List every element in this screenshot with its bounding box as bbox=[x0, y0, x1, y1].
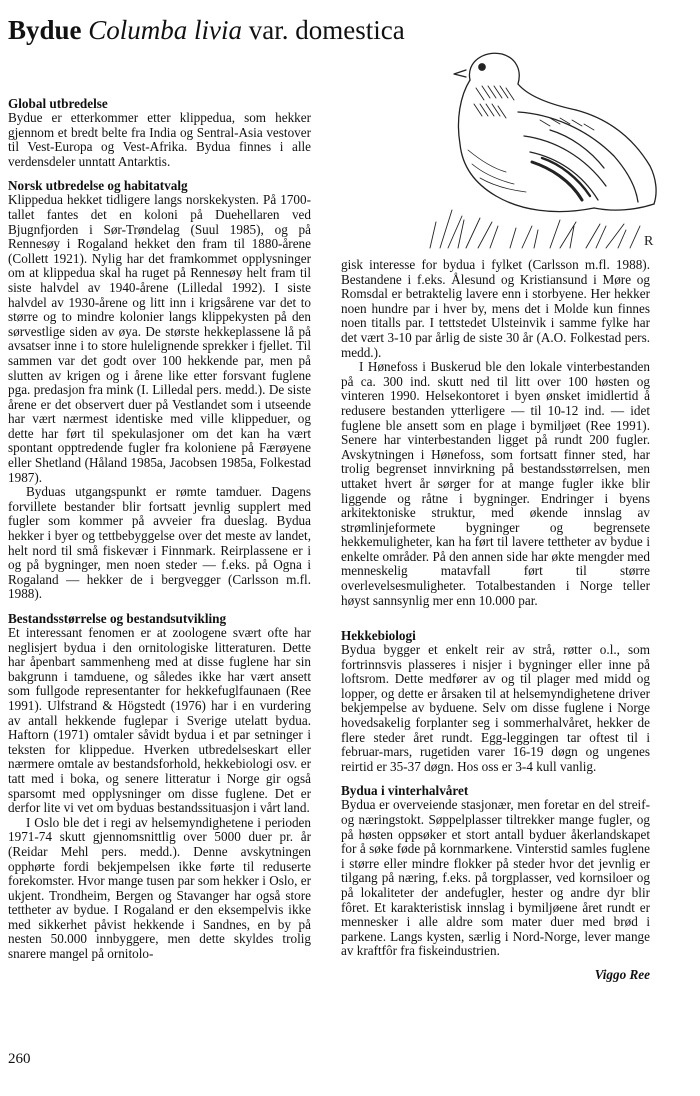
paragraph: Klippedua hekket tidligere langs norskekysten. På 1700-tallet fantes det en koloni på Duehellaren ved Bjugnfjorden i Sør-Trøndelag (Suul 1985), og på Rennesøy i Rogaland hekket den fram til 1880-årene (Collett 1921). Nylig har det framkommet opplysninger om at klippedua skal ha ruget på Rennesøy helt fram til siste halvdel av 1940-årene (Lilledal 1992). I siste halvdel av 1930-årene og litt inn i krigsårene var det to større og to mindre kolonier langs klippekysten på den sørvestlige siden av øya. De største hekkeplassene lå på avsatser inne i to store hulelignende sprekker i fjellet. Til sammen var det godt over 100 hekkende par, men på slutten av krigen og i årene like etter forsvant fuglene pga. predasjon fra mink (I. Lilledal pers. medd.). De siste årene er det observert duer på Vestlandet som i utseende har vært nærmest identiske med ville klippeduer, og dette har ført til spekulasjoner om det kan ha vært spontant opptredende fugler fra koloniene på Færøyene eller Shetland (Håland 1985a, Jacobsen 1985a, Folkestad 1987). bbox=[8, 192, 311, 485]
section-global bbox=[8, 96, 311, 169]
illustration-signature: R bbox=[644, 234, 654, 249]
section-heading: Bestandsstørrelse og bestandsutvikling bbox=[8, 611, 227, 626]
page-number: 260 bbox=[8, 1051, 31, 1067]
section-heading: Global utbredelse bbox=[8, 96, 108, 111]
section-heading: Hekkebiologi bbox=[341, 628, 416, 643]
title-scientific-name: Columba livia bbox=[88, 15, 243, 45]
paragraph: Bydue er etterkommer etter klippedua, som hekker gjennom et bredt belte fra India og Sentral-Asia vestover til Vest-Europa og Vest-Afrika. Bydua finnes i alle verdensdeler unntatt Antarktis. bbox=[8, 110, 311, 169]
title-common-name: Bydue bbox=[8, 15, 82, 45]
paragraph: gisk interesse for bydua i fylket (Carlsson m.fl. 1988). Bestandene i f.eks. Ålesund og Kristiansund i Møre og Romsdal er betraktelig lavere enn i storbyene. Her hekker noen hundre par i hver by, mens det i Molde kun finnes noen titalls par. I tettstedet Ulsteinvik i samme fylke har det vært 3-10 par årlig de siste 30 år (A.O. Folkestad pers. medd.). bbox=[341, 258, 650, 360]
section-vinter bbox=[341, 783, 650, 959]
paragraph: I Oslo ble det i regi av helsemyndighetene i perioden 1971-74 skutt gjennomsnittlig over 5000 duer pr. år (Reidar Mehl pers. medd.). Denne avskytningen opphørte fordi bekjempelsen ikke førte til reduserte forekomster. Hvor mange tusen par som hekker i Oslo, er ukjent. Trondheim, Bergen og Stavanger har også store tettheter av bydue. I Rogaland er den eksempelvis ikke med sikkerhet påvist hekkende i Sandnes, en by på nesten 50.000 innbyggere, men dette skyldes trolig snarere mangel på ornitolo- bbox=[8, 814, 311, 962]
author-name: Viggo Ree bbox=[594, 966, 650, 982]
page-title bbox=[8, 14, 405, 46]
section-norsk bbox=[8, 178, 311, 602]
title-suffix: var. domestica bbox=[248, 15, 405, 45]
paragraph: Byduas utgangspunkt er rømte tamduer. Dagens forvillete bestander blir fortsatt jevnlig supplert med fugler som kommer på avveier fra dueslag. Bydua hekker i byer og tettbebyggelse over det meste av landet, helt nord til små fiskevær i Finnmark. Reirplassene er i og på bygninger, men noen steder — f.eks. på Ogna i Rogaland — hekker de i bergvegger (Carlsson m.fl. 1988). bbox=[8, 484, 311, 602]
pigeon-illustration bbox=[400, 40, 670, 255]
right-column bbox=[341, 628, 650, 982]
paragraph: Bydua bygger et enkelt reir av strå, røtter o.l., som fortrinnsvis plasseres i nisjer i bygninger eller inne på loftsrom. Dette medfører av og til plager med midd og lopper, og dette er årsaken til at helsemyndighetene driver bekjempelse av byduene. Selv om disse fuglene i Norge hovedsakelig forplanter seg i sommerhalvåret, hekker de flere steder året rundt. Egg-leggingen tar oftest til i februar-mars, rugetiden varer 16-19 døgn og ungenes reirtid er 35-37 døgn. Hos oss er 3-4 kull vanlig. bbox=[341, 642, 650, 774]
section-heading: Norsk utbredelse og habitatvalg bbox=[8, 178, 188, 194]
section-bestand bbox=[8, 611, 311, 962]
paragraph: I Hønefoss i Buskerud ble den lokale vinterbestanden på ca. 300 ind. skutt ned til litt over 100 høsten og vinteren 1990. Helsekontoret i byen ønsket imidlertid å redusere bestanden ytterligere — til 10-12 ind. — idet fuglene ble ansett som en plage i bymiljøet (Ree 1991). Senere har vinterbestanden ligget på rundt 200 fugler. Avskytningen i Hønefoss, som fortsatt finner sted, har trolig begrenset innvirkning på bestandsstørrelsen, men uttaket hvert år sørger for at mange fugler ikke blir liggende og råtne i bygninger. Endringer i byens arkitektoniske struktur, med økende innslag av strømlinjeformete bygninger og begrensete hekkemuligheter, kan ha ført til lavere tettheter av bydue i enkelte områder. På den annen side har økte mengder med menneskelig matavfall ført til større overlevelsesmuligheter. Totalbestanden i Norge teller høyst sannsynlig mer enn 10.000 par. bbox=[341, 359, 650, 608]
section-hekkebiologi bbox=[341, 628, 650, 774]
paragraph: Bydua er overveiende stasjonær, men foretar en del streif- og næringstokt. Søppelplasser tiltrekker mange fugler, og på høsten oppsøker et stort antall byduer åkerlandskapet for å søke føde på kornmarkene. Vinterstid samles fuglene i større eller mindre flokker på steder hvor det jevnlig er tilgang på næring, f.eks. på torgplasser, ved kornsiloer og på lokaliteter der andefugler, hester og andre dyr blir fôret. Et karakteristisk innslag i bymiljøene året rundt er mennesker i alle aldre som mater duer med brød i parkene. Langs kysten, særlig i Nord-Norge, lever mange av kraftfôr fra fiskeindustrien. bbox=[341, 797, 650, 959]
section-heading: Bydua i vinterhalvåret bbox=[341, 783, 469, 799]
right-column-continuation bbox=[341, 258, 650, 608]
paragraph: Et interessant fenomen er at zoologene svært ofte har neglisjert bydua i den ornitologiske litteraturen. Dette har åpenbart sammenheng med at disse fuglene har sin bakgrunn i tamduene, og således ikke har vært ansett som fullgode representanter for hekkefuglfaunaen (Ree 1991). Ulfstrand & Högstedt (1976) har i en vurdering av antall hekkende fuglepar i Sverige utelatt bydua. Haftorn (1971) omtaler såvidt bydua i et par setninger i teksten for klippedue. Hverken utbredelseskart eller nærmere omtale av bestandsforhold, hekkebiologi osv. er tatt med i boka, og senere litteratur i Norge gir også sparsomt med opplysninger om disse fuglene. Det er derfor lite vi vet om byduas bestandssituasjon i vårt land. bbox=[8, 625, 311, 816]
left-column bbox=[8, 96, 311, 1032]
